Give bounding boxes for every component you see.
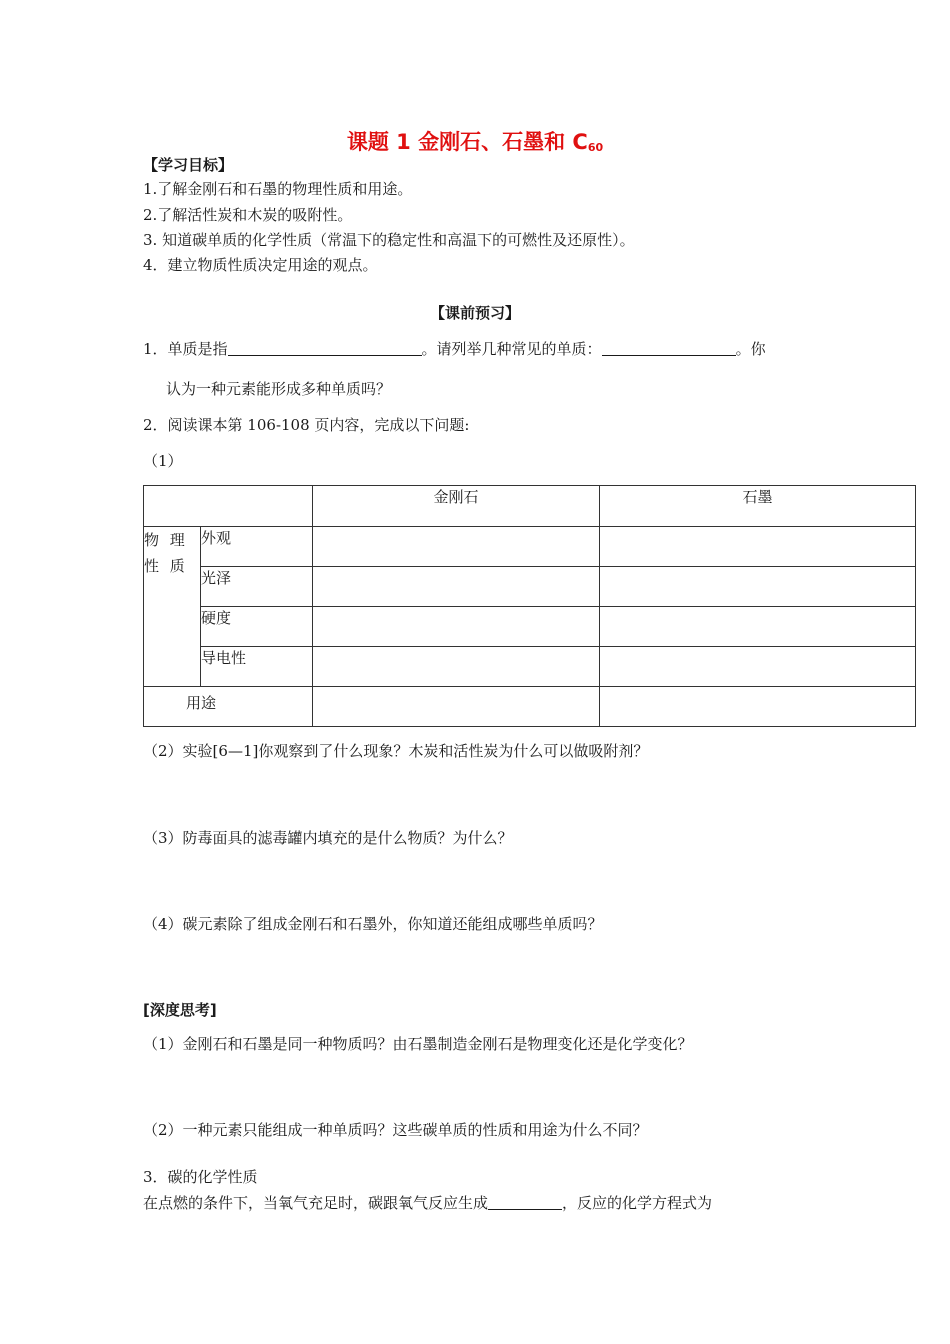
blank-definition[interactable] xyxy=(228,341,422,356)
goal-item-2: 2.了解活性炭和木炭的吸附性。 xyxy=(143,206,353,224)
deep-q2: （2）一种元素只能组成一种单质吗？这些碳单质的性质和用途为什么不同？ xyxy=(143,1121,648,1139)
table-row xyxy=(144,687,916,727)
cell-diamond-use[interactable] xyxy=(313,687,600,727)
table-corner-cell xyxy=(144,486,313,527)
goal-item-4: 4．建立物质性质决定用途的观点。 xyxy=(143,256,378,274)
cell-graphite-conductivity[interactable] xyxy=(600,647,916,687)
blank-examples[interactable] xyxy=(602,341,736,356)
row-label-appearance: 外观 xyxy=(201,527,313,567)
page-title: 课题 1 金刚石、石墨和 $C_{60}$ xyxy=(346,130,604,154)
goal-item-1: 1.了解金刚石和石墨的物理性质和用途。 xyxy=(143,180,413,198)
row-label-use: 用途 xyxy=(144,687,313,727)
col-header-diamond: 金刚石 xyxy=(313,486,600,527)
cell-graphite-luster[interactable] xyxy=(600,567,916,607)
deep-heading: [深度思考] xyxy=(143,1001,217,1019)
table-row xyxy=(144,607,916,647)
table-row xyxy=(144,567,916,607)
row-label-hardness: 硬度 xyxy=(201,607,313,647)
cell-graphite-use[interactable] xyxy=(600,687,916,727)
title-subscript: 60 xyxy=(587,141,604,154)
preview-q1: 1．单质是指 。请列举几种常见的单质： 。你 xyxy=(143,340,766,358)
preview-q2-sub3: （3）防毒面具的滤毒罐内填充的是什么物质？为什么？ xyxy=(143,829,513,847)
row-label-conductivity: 导电性 xyxy=(201,647,313,687)
cell-diamond-appearance[interactable] xyxy=(313,527,600,567)
cell-graphite-hardness[interactable] xyxy=(600,607,916,647)
cell-graphite-appearance[interactable] xyxy=(600,527,916,567)
table-row xyxy=(144,527,916,567)
preview-q2-sub1: （1） xyxy=(143,452,183,470)
cell-diamond-luster[interactable] xyxy=(313,567,600,607)
chem-heading: 3．碳的化学性质 xyxy=(143,1168,258,1186)
preview-q1-line2: 认为一种元素能形成多种单质吗？ xyxy=(166,380,392,398)
chem-line: 在点燃的条件下，当氧气充足时，碳跟氧气反应生成 ，反应的化学方程式为 xyxy=(143,1194,713,1212)
preview-q2: 2．阅读课本第 106-108 页内容，完成以下问题: xyxy=(143,416,470,434)
goal-item-3: 3. 知道碳单质的化学性质（常温下的稳定性和高温下的可燃性及还原性）。 xyxy=(143,231,635,249)
cell-diamond-conductivity[interactable] xyxy=(313,647,600,687)
table-header-row xyxy=(144,486,916,527)
physical-properties-label: 物 理 性 质 xyxy=(144,527,201,687)
table-row xyxy=(144,647,916,687)
blank-product[interactable] xyxy=(488,1195,562,1210)
col-header-graphite: 石墨 xyxy=(600,486,916,527)
preview-q2-sub4: （4）碳元素除了组成金刚石和石墨外，你知道还能组成哪些单质吗？ xyxy=(143,915,603,933)
preview-heading: 【课前预习】 xyxy=(429,304,520,322)
preview-q2-sub2: （2）实验[6—1]你观察到了什么现象？木炭和活性炭为什么可以做吸附剂？ xyxy=(143,742,649,760)
deep-q1: （1）金刚石和石墨是同一种物质吗？由石墨制造金刚石是物理变化还是化学变化？ xyxy=(143,1035,693,1053)
goals-heading: 【学习目标】 xyxy=(143,156,234,174)
properties-table xyxy=(143,485,916,727)
row-label-luster: 光泽 xyxy=(201,567,313,607)
cell-diamond-hardness[interactable] xyxy=(313,607,600,647)
